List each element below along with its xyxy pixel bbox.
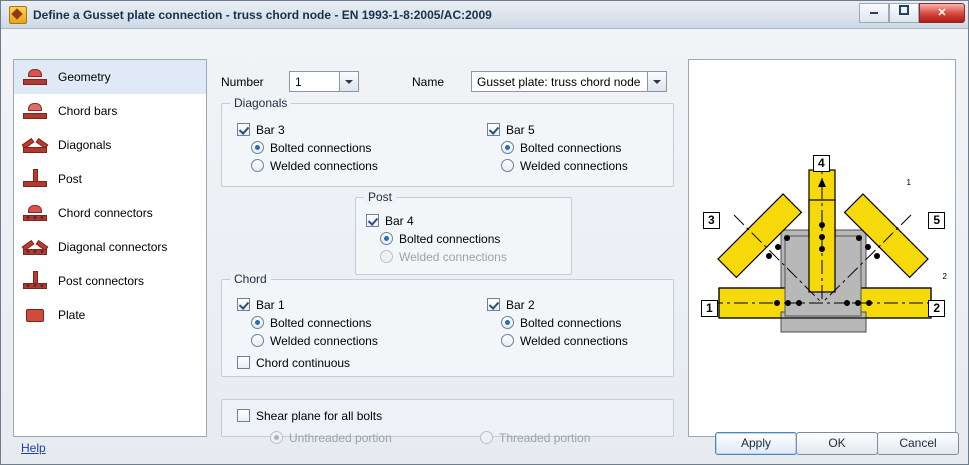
bar3-bolted-radio[interactable] <box>251 141 378 155</box>
radio-icon <box>251 159 264 172</box>
chord-bars-icon <box>22 100 48 122</box>
window-controls <box>859 3 965 23</box>
diagonals-icon <box>22 134 48 156</box>
checkbox-icon <box>487 298 500 311</box>
apply-button[interactable]: Apply <box>715 432 797 455</box>
name-label: Name <box>412 75 445 89</box>
radio-icon <box>501 316 514 329</box>
sidebar-item-label: Diagonal connectors <box>58 240 168 254</box>
chevron-down-icon[interactable] <box>339 72 358 91</box>
minimize-button[interactable] <box>859 3 889 23</box>
chord-continuous-label: Chord continuous <box>256 356 351 370</box>
diagonals-group <box>221 96 674 187</box>
checkbox-icon <box>237 356 250 369</box>
sidebar-item-geometry[interactable] <box>14 60 206 94</box>
bar4-checkbox[interactable] <box>366 214 507 228</box>
post-group <box>355 190 572 275</box>
gusset-plate-drawing <box>689 60 955 436</box>
sidebar-item-label: Diagonals <box>58 138 112 152</box>
sidebar-item-chord-bars[interactable] <box>14 94 206 128</box>
number-value: 1 <box>295 74 302 89</box>
shear-plane-checkbox[interactable] <box>237 409 382 423</box>
radio-icon <box>380 250 393 263</box>
bar1-checkbox[interactable] <box>237 298 378 312</box>
checkbox-icon <box>366 214 379 227</box>
connection-preview <box>688 59 956 437</box>
post-legend: Post <box>364 190 396 204</box>
post-welded-radio[interactable] <box>380 250 507 264</box>
unthreaded-radio[interactable] <box>270 431 392 445</box>
radio-icon <box>380 232 393 245</box>
sidebar-item-label: Geometry <box>58 70 111 84</box>
shear-plane-group <box>221 399 674 445</box>
checkbox-icon <box>487 123 500 136</box>
diagonal-connectors-icon <box>22 236 48 258</box>
chord-connectors-icon <box>22 202 48 224</box>
window-title: Define a Gusset plate connection - truss chord node - EN 1993-1-8:2005/AC:2009 <box>33 7 492 22</box>
bar2-welded-radio[interactable] <box>501 334 628 348</box>
chord-legend: Chord <box>230 272 271 286</box>
bar1-welded-radio[interactable] <box>251 334 378 348</box>
unthreaded-label: Unthreaded portion <box>289 431 392 445</box>
radio-icon <box>501 159 514 172</box>
sidebar-item-label: Plate <box>58 308 86 322</box>
member-tag-2: 2 <box>928 300 945 317</box>
sidebar-item-plate[interactable] <box>14 298 206 332</box>
geometry-icon <box>22 66 48 88</box>
bar2-bolted-radio[interactable] <box>501 316 628 330</box>
bar5-label: Bar 5 <box>506 123 535 137</box>
chord-group <box>221 272 674 377</box>
maximize-button[interactable] <box>889 3 919 23</box>
member-tag-5: 5 <box>928 212 945 229</box>
post-bolted-radio[interactable] <box>380 232 507 246</box>
small-mark-2: 2 <box>942 272 947 281</box>
small-mark-1: 1 <box>906 178 911 187</box>
name-combo[interactable] <box>471 71 667 92</box>
cancel-button[interactable]: Cancel <box>877 432 959 455</box>
title-bar <box>1 1 968 29</box>
bar3-label: Bar 3 <box>256 123 285 137</box>
sidebar-item-label: Post connectors <box>58 274 145 288</box>
bar1-welded-label: Welded connections <box>270 334 378 348</box>
bar5-checkbox[interactable] <box>487 123 628 137</box>
checkbox-icon <box>237 298 250 311</box>
bar1-bolted-label: Bolted connections <box>270 316 372 330</box>
member-tag-4: 4 <box>813 155 830 172</box>
sidebar-item-post-connectors[interactable] <box>14 264 206 298</box>
number-label: Number <box>221 75 264 89</box>
chord-continuous-checkbox[interactable] <box>237 356 378 370</box>
radio-icon <box>270 431 283 444</box>
radio-icon <box>251 334 264 347</box>
sidebar-item-diagonals[interactable] <box>14 128 206 162</box>
sidebar-item-post[interactable] <box>14 162 206 196</box>
navigation-list[interactable] <box>13 59 207 437</box>
number-combo[interactable] <box>289 71 359 92</box>
post-bolted-label: Bolted connections <box>399 232 501 246</box>
bar2-label: Bar 2 <box>506 298 535 312</box>
radio-icon <box>501 334 514 347</box>
bar3-bolted-label: Bolted connections <box>270 141 372 155</box>
bar5-welded-radio[interactable] <box>501 159 628 173</box>
radio-icon <box>251 141 264 154</box>
ok-button[interactable]: OK <box>796 432 878 455</box>
member-tag-3: 3 <box>703 212 720 229</box>
post-connectors-icon <box>22 270 48 292</box>
sidebar-item-diagonal-connectors[interactable] <box>14 230 206 264</box>
post-icon <box>22 168 48 190</box>
threaded-label: Threaded portion <box>499 431 591 445</box>
plate-icon <box>22 304 48 326</box>
bar3-welded-label: Welded connections <box>270 159 378 173</box>
sidebar-item-chord-connectors[interactable] <box>14 196 206 230</box>
bar5-welded-label: Welded connections <box>520 159 628 173</box>
post-column <box>366 210 507 268</box>
chord-right-column <box>487 294 628 352</box>
help-link[interactable]: Help <box>21 441 46 455</box>
checkbox-icon <box>237 123 250 136</box>
shear-plane-label: Shear plane for all bolts <box>256 409 383 423</box>
checkbox-icon <box>237 409 250 422</box>
bar4-label: Bar 4 <box>385 214 414 228</box>
bar1-label: Bar 1 <box>256 298 285 312</box>
radio-icon <box>480 431 493 444</box>
close-button[interactable]: ✕ <box>919 3 965 23</box>
sidebar-item-label: Chord connectors <box>58 206 153 220</box>
chevron-down-icon[interactable] <box>647 72 666 91</box>
shear-plane-row <box>237 409 382 423</box>
bar2-welded-label: Welded connections <box>520 334 628 348</box>
bar2-checkbox[interactable] <box>487 298 628 312</box>
dialog-body <box>1 29 968 465</box>
radio-icon <box>251 316 264 329</box>
diagonals-legend: Diagonals <box>230 96 291 110</box>
post-welded-label: Welded connections <box>399 250 507 264</box>
radio-icon <box>501 141 514 154</box>
name-value: Gusset plate: truss chord node <box>477 74 641 89</box>
bar3-checkbox[interactable] <box>237 123 378 137</box>
bar2-bolted-label: Bolted connections <box>520 316 622 330</box>
threaded-radio[interactable] <box>480 431 590 445</box>
sidebar-item-label: Chord bars <box>58 104 118 118</box>
bar1-bolted-radio[interactable] <box>251 316 378 330</box>
diagonals-left-column <box>237 119 378 177</box>
member-tag-1: 1 <box>701 300 718 317</box>
bar5-bolted-radio[interactable] <box>501 141 628 155</box>
diagonals-right-column <box>487 119 628 177</box>
sidebar-item-label: Post <box>58 172 83 186</box>
bar5-bolted-label: Bolted connections <box>520 141 622 155</box>
chord-left-column <box>237 294 378 374</box>
app-icon <box>9 6 27 24</box>
bar3-welded-radio[interactable] <box>251 159 378 173</box>
